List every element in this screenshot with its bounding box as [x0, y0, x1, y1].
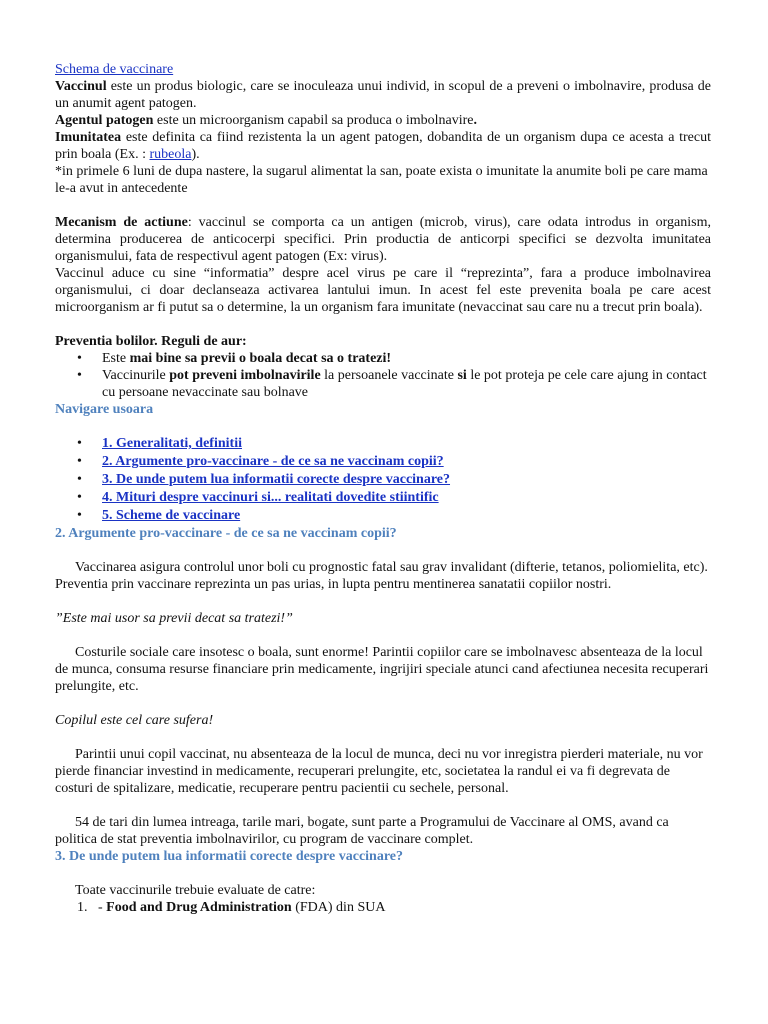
- nav-link-informatii[interactable]: 3. De unde putem lua informatii corecte despre vaccinare?: [102, 472, 451, 487]
- rubeola-link[interactable]: rubeola: [149, 147, 192, 162]
- nav-item-3: [55, 471, 711, 489]
- mecanism-paragraph: Mecanism de actiune: vaccinul se comporta ca un antigen (microb, virus), care odata introdus in organism, determina producerea de anticocerpi specifici. Prin productia de anticorpi specifici se dezvolta imunitatea organismului, fata de respectivul agent patogen (Ex: virus).: [55, 215, 711, 264]
- section3-list: [55, 899, 711, 916]
- section3-intro: Toate vaccinurile trebuie evaluate de catre:: [75, 883, 316, 898]
- section2-title: 2. Argumente pro-vaccinare - de ce sa ne vaccinam copii?: [55, 526, 397, 541]
- schema-vaccinare-link[interactable]: Schema de vaccinare: [55, 62, 174, 77]
- def-agent-patogen: Agentul patogen este un microorganism capabil sa produca o imbolnavire.: [55, 113, 477, 128]
- section3-title: 3. De unde putem lua informatii corecte despre vaccinare?: [55, 849, 404, 864]
- nav-link-scheme[interactable]: 5. Scheme de vaccinare: [102, 508, 241, 523]
- navigare-list: [55, 435, 711, 525]
- section2-paragraph-1: Vaccinarea asigura controlul unor boli cu prognostic fatal sau grav invalidant (difterie, tetanos, poliomielita, etc). Preventia prin vaccinare reprezinta un pas urias, in lupta pentru mentinerea sanatatii copiilor nostri.: [55, 560, 708, 592]
- def-imunitatea: Imunitatea este definita ca fiind rezistenta la un agent patogen, dobandita de un organism dupa ce acesta a trecut prin boala (Ex. : rubeola).: [55, 130, 711, 162]
- navigare-title: Navigare usoara: [55, 402, 154, 417]
- preventia-title: Preventia bolilor. Reguli de aur:: [55, 334, 247, 349]
- section2-paragraph-2: Costurile sociale care insotesc o boala, sunt enorme! Parintii copiilor care se imbolnavesc absenteaza de la locul de munca, consuma resurse financiare prin medicamente, ingrijiri speciale atunci cand afectiunea necesita recuperari prelungite, etc.: [55, 645, 709, 694]
- reguli-list: [55, 350, 711, 401]
- nav-item-2: [55, 453, 711, 471]
- section2-paragraph-4: 54 de tari din lumea intreaga, tarile mari, bogate, sunt parte a Programului de Vaccinare al OMS, avand ca politica de stat preventia imbolnavirilor, cu program de vaccinare complet.: [55, 815, 669, 847]
- note-paragraph: *in primele 6 luni de dupa nastere, la sugarul alimentat la san, poate exista o imunitate la anumite boli pe care mama le-a avut in antecedente: [55, 164, 708, 196]
- nav-link-mituri[interactable]: 4. Mituri despre vaccinuri si... realitati dovedite stiintific: [102, 490, 439, 505]
- nav-link-argumente[interactable]: 2. Argumente pro-vaccinare - de ce sa ne vaccinam copii?: [102, 454, 444, 469]
- mecanism-paragraph-2: Vaccinul aduce cu sine “informatia” despre acel virus pe care il “reprezinta”, fara a produce imbolnavirea organismului, ci doar declanseaza activarea lantului imun. In acest fel este prevenita boala pe care acest microorganism ar fi putut sa o determine, la un organism fara imunitate (nevaccinat sau care nu a trecut prin boala).: [55, 266, 711, 315]
- section2-quote: ”Este mai usor sa previi decat sa tratezi!”: [55, 611, 293, 626]
- nav-item-5: [55, 507, 711, 525]
- list-item: • Vaccinurile pot preveni imbolnavirile la persoanele vaccinate si le pot proteja pe cele care ajung in contact cu persoane nevaccinate sau bolnave: [55, 367, 711, 401]
- section2-paragraph-3: Parintii unui copil vaccinat, nu absenteaza de la locul de munca, deci nu vor inregistra pierderi materiale, nu vor pierde financiar investind in medicamente, recuperari prelungite, etc, societatea la randul ei va fi degrevata de costuri de spitalizare, medicatie, recuperare pentru pacientii cu sechele, personal.: [55, 747, 703, 796]
- list-item: • Este mai bine sa previi o boala decat sa o tratezi!: [55, 350, 711, 367]
- document-content: [55, 61, 711, 916]
- nav-link-generalitati[interactable]: 1. Generalitati, definitii: [102, 436, 242, 451]
- section2-italic: Copilul este cel care sufera!: [55, 713, 214, 728]
- list-item: 1. - Food and Drug Administration (FDA) din SUA: [77, 900, 386, 915]
- nav-item-1: [55, 435, 711, 453]
- nav-item-4: [55, 489, 711, 507]
- def-vaccinul: Vaccinul este un produs biologic, care se inoculeaza unui individ, in scopul de a preveni o imbolnavire, produsa de un anumit agent patogen.: [55, 79, 711, 111]
